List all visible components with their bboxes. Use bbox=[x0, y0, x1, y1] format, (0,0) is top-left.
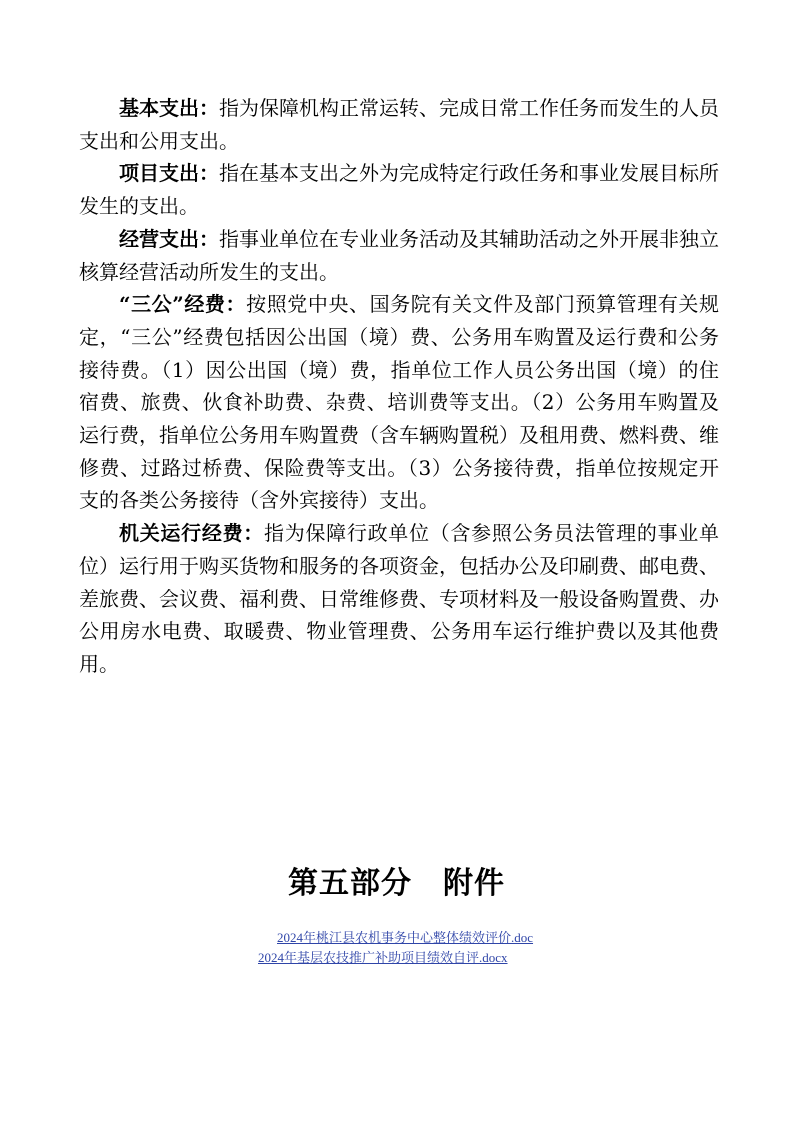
definition-text: 指在基本支出之外为完成特定行政任务和事业发展目标所发生的支出。 bbox=[79, 161, 719, 219]
definition-project-expenditure bbox=[79, 157, 719, 222]
definition-agency-operating-funds bbox=[79, 517, 719, 681]
attachment-link-agri-tech-subsidy[interactable]: 2024年基层农技推广补助项目绩效自评.docx bbox=[258, 950, 508, 965]
definition-three-public-funds bbox=[79, 288, 719, 517]
definition-term: 经营支出： bbox=[119, 226, 219, 251]
definition-operating-expenditure bbox=[79, 223, 719, 288]
attachment-links bbox=[0, 928, 793, 968]
definition-text: 指事业单位在专业业务活动及其辅助活动之外开展非独立核算经营活动所发生的支出。 bbox=[79, 226, 719, 284]
definition-term: 基本支出： bbox=[119, 96, 219, 120]
definition-text: 指为保障机构正常运转、完成日常工作任务而发生的人员支出和公用支出。 bbox=[79, 96, 719, 153]
attachment-link-overall-performance[interactable]: 2024年桃江县农机事务中心整体绩效评价.doc bbox=[277, 930, 534, 945]
definitions-section bbox=[79, 92, 719, 681]
definition-text: 按照党中央、国务院有关文件及部门预算管理有关规定，“三公”经费包括因公出国（境）费、公务用车购置及运行费和公务接待费。（1）因公出国（境）费，指单位工作人员公务出国（境）的住宿费、旅费、伙食补助费、杂费、培训费等支出。（2）公务用车购置及运行费，指单位公务用车购置费（含车辆购置税）及租用费、燃料费、维修费、过路过桥费、保险费等支出。（3）公务接待费，指单位按规定开支的各类公务接待（含外宾接待）支出。 bbox=[79, 292, 719, 513]
definition-text: 指为保障行政单位（含参照公务员法管理的事业单位）运行用于购买货物和服务的各项资金，包括办公及印刷费、邮电费、差旅费、会议费、福利费、日常维修费、专项材料及一般设备购置费、办公用房水电费、取暖费、物业管理费、公务用车运行维护费以及其他费用。 bbox=[79, 521, 719, 676]
definition-basic-expenditure bbox=[79, 92, 719, 157]
definition-term: 机关运行经费： bbox=[119, 521, 264, 546]
definition-term: 项目支出： bbox=[119, 161, 219, 186]
definition-term: “三公”经费： bbox=[119, 292, 247, 317]
section-title: 第五部分 附件 bbox=[288, 866, 505, 901]
